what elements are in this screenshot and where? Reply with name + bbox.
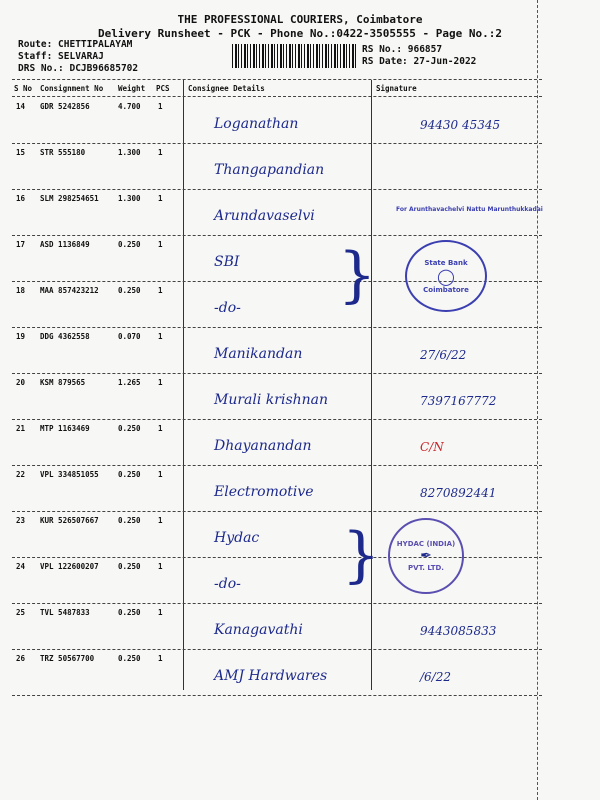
row-pcs: 1 — [158, 148, 163, 157]
row-signature: 8270892441 — [420, 486, 497, 500]
row-pcs: 1 — [158, 286, 163, 295]
row-weight: 1.300 — [118, 194, 141, 203]
sbi-stamp-bottom: Coimbatore — [423, 285, 469, 294]
row-weight: 1.300 — [118, 148, 141, 157]
row-pcs: 1 — [158, 240, 163, 249]
row-pcs: 1 — [158, 562, 163, 571]
row-consignment: ASD 1136849 — [40, 240, 90, 249]
row-consignee: Electromotive — [214, 484, 314, 500]
barcode — [232, 44, 356, 68]
row-sno: 26 — [16, 654, 26, 663]
table-row — [0, 512, 600, 558]
row-signature: C/N — [420, 440, 444, 454]
row-sno: 15 — [16, 148, 26, 157]
hydac-stamp: HYDAC (INDIA) ✒ PVT. LTD. — [388, 518, 464, 594]
col-header-consignment: Consignment No — [40, 84, 104, 93]
row-signature: 9443085833 — [420, 624, 497, 638]
row-pcs: 1 — [158, 470, 163, 479]
rs-date: RS Date: 27-Jun-2022 — [362, 56, 477, 67]
row-consignment: KSM 879565 — [40, 378, 86, 387]
row-pcs: 1 — [158, 424, 163, 433]
row-weight: 0.250 — [118, 654, 141, 663]
row-weight: 1.265 — [118, 378, 141, 387]
row-pcs: 1 — [158, 378, 163, 387]
table-row — [0, 558, 600, 604]
col-header-signature: Signature — [376, 84, 417, 93]
row-weight: 0.250 — [118, 286, 141, 295]
table-row — [0, 236, 600, 282]
table-row — [0, 282, 600, 328]
table-row — [0, 98, 600, 144]
arun-stamp-label: For Arunthavachelvi Nattu Marunthukkadai — [396, 206, 543, 213]
table-row — [0, 374, 600, 420]
row-consignment: GDR 5242856 — [40, 102, 90, 111]
row-consignment: TVL 5487833 — [40, 608, 90, 617]
row-pcs: 1 — [158, 608, 163, 617]
row-consignment: MAA 857423212 — [40, 286, 99, 295]
table-row — [0, 650, 600, 696]
row-sno: 21 — [16, 424, 26, 433]
row-sno: 22 — [16, 470, 26, 479]
row-consignment: KUR 526507667 — [40, 516, 99, 525]
row-consignee: Loganathan — [214, 116, 299, 132]
row-sno: 24 — [16, 562, 26, 571]
sbi-stamp: State Bank ◯ Coimbatore — [405, 240, 487, 312]
rs-number: RS No.: 966857 — [362, 44, 443, 55]
row-consignee: Hydac — [214, 530, 260, 546]
row-weight: 0.250 — [118, 562, 141, 571]
row-sno: 14 — [16, 102, 26, 111]
row-divider — [12, 695, 542, 696]
col-header-pcs: PCS — [156, 84, 170, 93]
row-signature: 94430 45345 — [420, 118, 501, 132]
row-consignee: -do- — [214, 576, 241, 592]
row-signature: /6/22 — [420, 670, 451, 684]
row-weight: 0.250 — [118, 240, 141, 249]
col-header-consignee: Consignee Details — [188, 84, 265, 93]
sbi-stamp-top: State Bank — [424, 258, 468, 267]
row-weight: 0.250 — [118, 516, 141, 525]
table-row — [0, 144, 600, 190]
row-sno: 25 — [16, 608, 26, 617]
document-title: THE PROFESSIONAL COURIERS, Coimbatore — [177, 13, 423, 26]
row-signature: 27/6/22 — [420, 348, 467, 362]
row-consignee: Murali krishnan — [214, 392, 329, 408]
row-consignee: Dhayanandan — [214, 438, 312, 454]
drs-label: DRS No.: DCJB96685702 — [18, 63, 139, 74]
row-weight: 0.250 — [118, 608, 141, 617]
row-consignee: Arundavaselvi — [214, 208, 315, 224]
row-pcs: 1 — [158, 332, 163, 341]
header-divider — [12, 79, 542, 80]
hydac-stamp-bottom: PVT. LTD. — [408, 564, 444, 572]
document-subtitle: Delivery Runsheet - PCK - Phone No.:0422-3505555 - Page No.:2 — [98, 27, 502, 40]
ditto-brace: } — [338, 240, 377, 310]
row-consignee: Kanagavathi — [214, 622, 303, 638]
row-sno: 20 — [16, 378, 26, 387]
header-row-divider — [12, 96, 542, 97]
row-consignment: DDG 4362558 — [40, 332, 90, 341]
row-consignee: Manikandan — [214, 346, 303, 362]
route-label: Route: CHETTIPALAYAM — [18, 39, 133, 50]
table-row — [0, 328, 600, 374]
row-consignment: STR 555180 — [40, 148, 86, 157]
staff-label: Staff: SELVARAJ — [18, 51, 104, 62]
row-consignment: SLM 298254651 — [40, 194, 99, 203]
row-weight: 0.250 — [118, 424, 141, 433]
row-sno: 23 — [16, 516, 26, 525]
row-consignment: TRZ 50567700 — [40, 654, 95, 663]
ditto-brace: } — [342, 520, 381, 590]
row-pcs: 1 — [158, 102, 163, 111]
col-header-sno: S No — [14, 84, 33, 93]
row-signature: 7397167772 — [420, 394, 497, 408]
table-row — [0, 420, 600, 466]
row-consignment: VPL 334851055 — [40, 470, 99, 479]
row-weight: 0.250 — [118, 470, 141, 479]
row-consignment: VPL 122600207 — [40, 562, 99, 571]
row-consignee: -do- — [214, 300, 241, 316]
table-row — [0, 190, 600, 236]
hydac-stamp-top: HYDAC (INDIA) — [396, 540, 456, 548]
row-pcs: 1 — [158, 516, 163, 525]
col-header-weight: Weight — [118, 84, 146, 93]
row-pcs: 1 — [158, 654, 163, 663]
row-sno: 16 — [16, 194, 26, 203]
row-consignee: AMJ Hardwares — [214, 668, 328, 684]
row-sno: 19 — [16, 332, 26, 341]
table-row — [0, 604, 600, 650]
row-pcs: 1 — [158, 194, 163, 203]
table-row — [0, 466, 600, 512]
row-consignee: Thangapandian — [214, 162, 325, 178]
row-sno: 17 — [16, 240, 26, 249]
row-consignment: MTP 1163469 — [40, 424, 90, 433]
row-weight: 0.070 — [118, 332, 141, 341]
row-consignee: SBI — [214, 254, 240, 270]
row-weight: 4.700 — [118, 102, 141, 111]
row-sno: 18 — [16, 286, 26, 295]
